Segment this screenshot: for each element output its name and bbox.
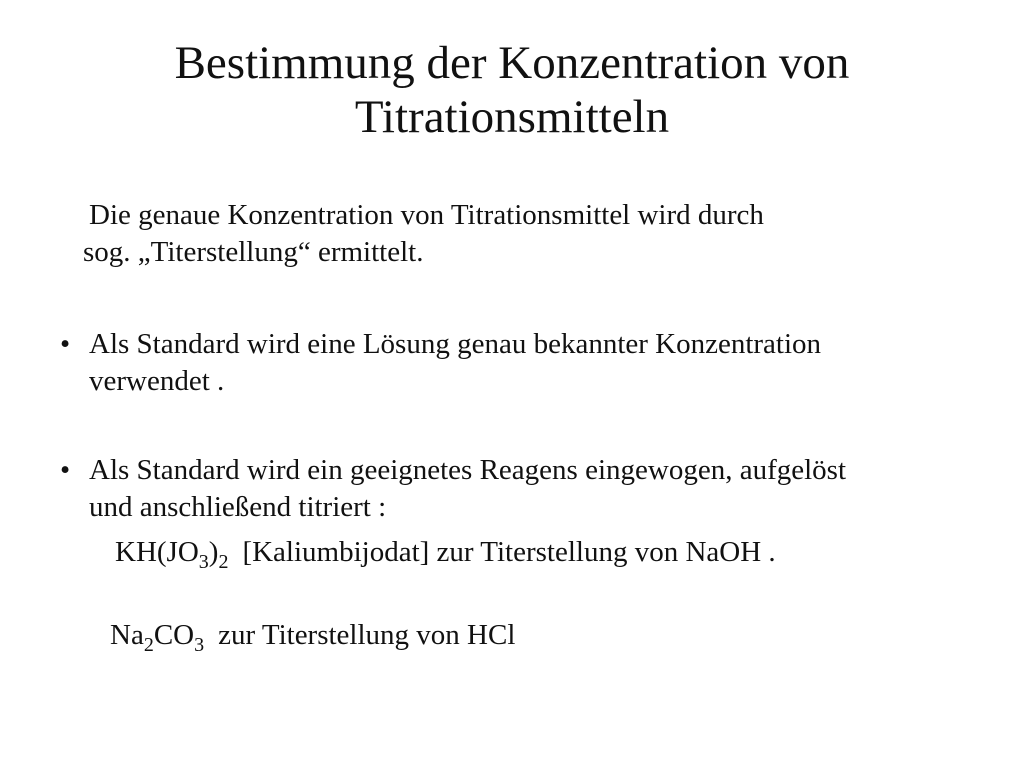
bullet-text: [89, 452, 846, 526]
bullet-line-1: Als Standard wird ein geeignetes Reagens eingewogen, aufgelöst: [89, 454, 847, 486]
bullet-text: [89, 326, 821, 400]
example-description: [Kaliumbijodat] zur Titerstellung von NaOH .: [242, 536, 776, 568]
bullet-line-1: Als Standard wird eine Lösung genau bekannter Konzentration: [89, 328, 822, 360]
intro-paragraph: [83, 197, 764, 271]
slide-title: [0, 36, 1024, 144]
formula: $KH(JO_3)_2$: [115, 536, 229, 573]
bullet-marker: •: [60, 454, 71, 486]
bullet-line-2: und anschließend titriert :: [89, 491, 387, 523]
bullet-line-2: verwendet .: [89, 365, 225, 397]
example-kaliumbijodat: [115, 534, 776, 571]
bullet-marker: •: [60, 328, 71, 360]
formula: $Na_2CO_3$: [110, 619, 205, 656]
intro-line-2: sog. „Titerstellung“ ermittelt.: [83, 236, 424, 268]
title-line-2: Titrationsmitteln: [354, 91, 670, 143]
example-description: zur Titerstellung von HCl: [218, 619, 516, 651]
example-sodium-carbonate: [110, 617, 515, 654]
title-line-1: Bestimmung der Konzentration von: [174, 37, 850, 89]
intro-line-1: Die genaue Konzentration von Titrationsmittel wird durch: [89, 199, 764, 231]
